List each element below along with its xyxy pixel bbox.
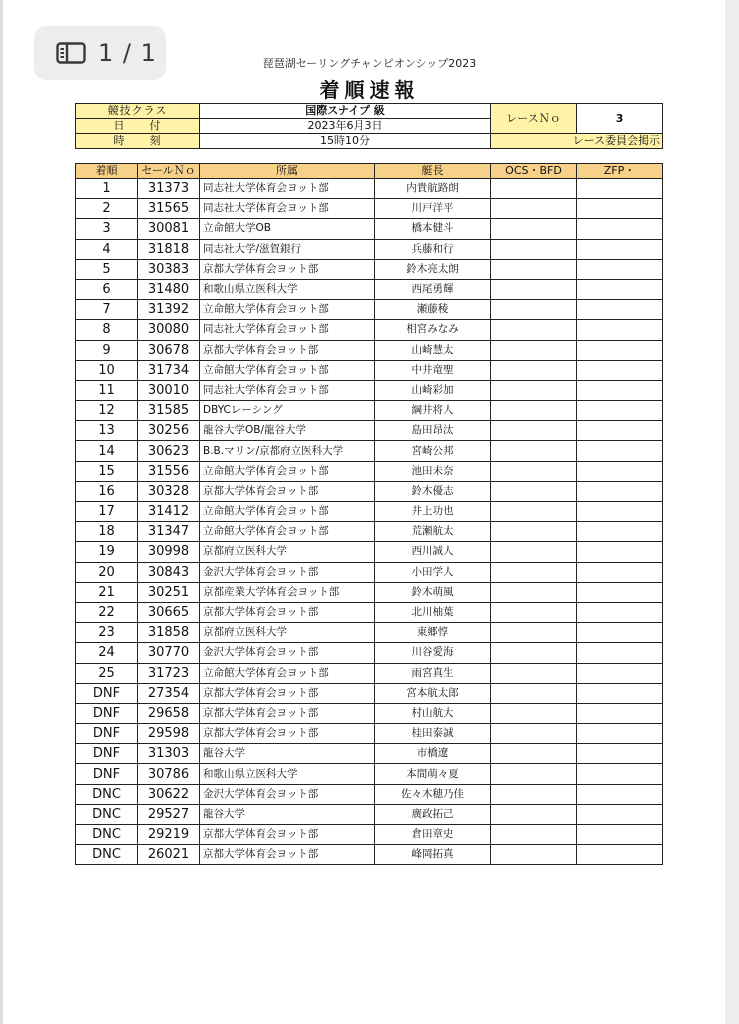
sail-number-cell: 30328 [138,481,200,501]
zfp-cell [577,259,663,279]
skipper-cell: 村山航大 [375,703,491,723]
date-value: 2023年6月3日 [200,119,491,134]
event-name: 琵琶湖セーリングチャンピオンシップ2023 [262,57,477,70]
skipper-cell: 相宮みなみ [375,320,491,340]
skipper-cell: 東郷惇 [375,623,491,643]
club-cell: 立命館大学体育会ヨット部 [200,663,375,683]
right-gutter [725,0,739,1024]
rank-cell: 11 [76,380,138,400]
club-cell: DBYCレーシング [200,401,375,421]
skipper-cell: 廣政拓己 [375,804,491,824]
zfp-cell [577,320,663,340]
zfp-cell [577,825,663,845]
rank-cell: 9 [76,340,138,360]
ocs-bfd-cell [491,784,577,804]
ocs-bfd-cell [491,199,577,219]
ocs-bfd-cell [491,562,577,582]
sail-number-cell: 30623 [138,441,200,461]
zfp-cell [577,441,663,461]
table-row [76,784,663,804]
page-indicator[interactable] [34,26,166,80]
rank-cell: 4 [76,239,138,259]
zfp-cell [577,703,663,723]
rank-cell: DNF [76,724,138,744]
skipper-cell: 川戸洋平 [375,199,491,219]
class-value: 国際スナイプ 級 [200,104,491,119]
club-cell: 京都大学体育会ヨット部 [200,340,375,360]
sail-number-cell: 31818 [138,239,200,259]
club-cell: 京都大学体育会ヨット部 [200,602,375,622]
club-cell: 京都大学体育会ヨット部 [200,825,375,845]
zfp-cell [577,380,663,400]
ocs-bfd-cell [491,804,577,824]
table-row [76,481,663,501]
rank-cell: 7 [76,300,138,320]
zfp-cell [577,643,663,663]
ocs-bfd-cell [491,764,577,784]
club-cell: 同志社大学体育会ヨット部 [200,199,375,219]
ocs-bfd-cell [491,542,577,562]
race-info-table [75,103,663,149]
table-row [76,239,663,259]
col-ocs-bfd: OCS・BFD [491,164,577,179]
skipper-cell: 橋本健斗 [375,219,491,239]
sail-number-cell: 31734 [138,360,200,380]
date-label: 日 付 [76,119,200,134]
rank-cell: 21 [76,582,138,602]
skipper-cell: 小田学人 [375,562,491,582]
table-row [76,380,663,400]
zfp-cell [577,461,663,481]
rank-cell: DNF [76,744,138,764]
ocs-bfd-cell [491,401,577,421]
sail-number-cell: 30383 [138,259,200,279]
rank-cell: 22 [76,602,138,622]
zfp-cell [577,542,663,562]
ocs-bfd-cell [491,825,577,845]
skipper-cell: 西川誠人 [375,542,491,562]
rank-cell: DNF [76,703,138,723]
zfp-cell [577,199,663,219]
sail-number-cell: 31303 [138,744,200,764]
rank-cell: 25 [76,663,138,683]
table-row [76,199,663,219]
table-row [76,502,663,522]
sail-number-cell: 31565 [138,199,200,219]
sail-number-cell: 30622 [138,784,200,804]
ocs-bfd-cell [491,320,577,340]
club-cell: B.B.マリン/京都府立医科大学 [200,441,375,461]
table-row [76,441,663,461]
sail-number-cell: 31723 [138,663,200,683]
ocs-bfd-cell [491,219,577,239]
club-cell: 金沢大学体育会ヨット部 [200,562,375,582]
zfp-cell [577,401,663,421]
table-row [76,724,663,744]
zfp-cell [577,502,663,522]
rank-cell: 15 [76,461,138,481]
sail-number-cell: 31556 [138,461,200,481]
skipper-cell: 鈴木優志 [375,481,491,501]
zfp-cell [577,219,663,239]
ocs-bfd-cell [491,724,577,744]
sail-number-cell: 29527 [138,804,200,824]
results-body [76,179,663,865]
table-row [76,360,663,380]
rank-cell: 5 [76,259,138,279]
rank-cell: DNC [76,804,138,824]
rank-cell: 12 [76,401,138,421]
table-row [76,219,663,239]
table-row [76,744,663,764]
col-sail: セールＮｏ [138,164,200,179]
table-row [76,663,663,683]
zfp-cell [577,724,663,744]
col-club: 所属 [200,164,375,179]
skipper-cell: 荒瀬航太 [375,522,491,542]
club-cell: 同志社大学体育会ヨット部 [200,380,375,400]
rank-cell: 19 [76,542,138,562]
race-number: 3 [577,104,663,134]
sail-number-cell: 31347 [138,522,200,542]
skipper-cell: 池田未奈 [375,461,491,481]
club-cell: 金沢大学体育会ヨット部 [200,784,375,804]
sail-number-cell: 31480 [138,279,200,299]
skipper-cell: 井上功也 [375,502,491,522]
rank-cell: 6 [76,279,138,299]
skipper-cell: 綱井将人 [375,401,491,421]
sail-number-cell: 30256 [138,421,200,441]
table-row [76,542,663,562]
club-cell: 立命館大学体育会ヨット部 [200,522,375,542]
rank-cell: DNC [76,845,138,865]
table-row [76,340,663,360]
skipper-cell: 瀬藤稜 [375,300,491,320]
club-cell: 京都大学体育会ヨット部 [200,703,375,723]
ocs-bfd-cell [491,279,577,299]
ocs-bfd-cell [491,623,577,643]
rank-cell: 18 [76,522,138,542]
ocs-bfd-cell [491,441,577,461]
club-cell: 同志社大学体育会ヨット部 [200,320,375,340]
zfp-cell [577,582,663,602]
ocs-bfd-cell [491,340,577,360]
zfp-cell [577,623,663,643]
ocs-bfd-cell [491,481,577,501]
ocs-bfd-cell [491,300,577,320]
club-cell: 京都大学体育会ヨット部 [200,683,375,703]
zfp-cell [577,360,663,380]
ocs-bfd-cell [491,643,577,663]
club-cell: 京都産業大学体育会ヨット部 [200,582,375,602]
ocs-bfd-cell [491,845,577,865]
sail-number-cell: 30998 [138,542,200,562]
table-row [76,602,663,622]
skipper-cell: 雨宮真生 [375,663,491,683]
sail-number-cell: 26021 [138,845,200,865]
club-cell: 金沢大学体育会ヨット部 [200,643,375,663]
table-row [76,179,663,199]
table-row [76,683,663,703]
zfp-cell [577,481,663,501]
ocs-bfd-cell [491,744,577,764]
zfp-cell [577,562,663,582]
zfp-cell [577,179,663,199]
skipper-cell: 佐々木穂乃佳 [375,784,491,804]
table-row [76,643,663,663]
club-cell: 立命館大学体育会ヨット部 [200,300,375,320]
rank-cell: 10 [76,360,138,380]
sail-number-cell: 30843 [138,562,200,582]
rank-cell: DNF [76,764,138,784]
skipper-cell: 宮本航太郎 [375,683,491,703]
skipper-cell: 倉田章史 [375,825,491,845]
zfp-cell [577,340,663,360]
skipper-cell: 北川柚葉 [375,602,491,622]
club-cell: 龍谷大学OB/龍谷大学 [200,421,375,441]
sail-number-cell: 31585 [138,401,200,421]
ocs-bfd-cell [491,683,577,703]
zfp-cell [577,744,663,764]
sail-number-cell: 31858 [138,623,200,643]
sail-number-cell: 30665 [138,602,200,622]
skipper-cell: 山崎彩加 [375,380,491,400]
club-cell: 京都大学体育会ヨット部 [200,845,375,865]
sail-number-cell: 30010 [138,380,200,400]
ocs-bfd-cell [491,461,577,481]
skipper-cell: 西尾勇輝 [375,279,491,299]
rank-cell: DNF [76,683,138,703]
zfp-cell [577,683,663,703]
skipper-cell: 市橋遼 [375,744,491,764]
table-row [76,845,663,865]
club-cell: 京都大学体育会ヨット部 [200,481,375,501]
table-row [76,623,663,643]
table-row [76,401,663,421]
table-row [76,825,663,845]
sail-number-cell: 27354 [138,683,200,703]
sail-number-cell: 30678 [138,340,200,360]
club-cell: 立命館大学体育会ヨット部 [200,461,375,481]
rank-cell: 14 [76,441,138,461]
ocs-bfd-cell [491,522,577,542]
rank-cell: 17 [76,502,138,522]
club-cell: 龍谷大学 [200,804,375,824]
sail-number-cell: 29658 [138,703,200,723]
table-row [76,259,663,279]
sail-number-cell: 30770 [138,643,200,663]
rank-cell: 8 [76,320,138,340]
zfp-cell [577,764,663,784]
sail-number-cell: 29219 [138,825,200,845]
class-label: 競技クラス [76,104,200,119]
table-row [76,279,663,299]
ocs-bfd-cell [491,421,577,441]
club-cell: 京都府立医科大学 [200,623,375,643]
zfp-cell [577,804,663,824]
skipper-cell: 峰岡拓真 [375,845,491,865]
club-cell: 京都大学体育会ヨット部 [200,724,375,744]
zfp-cell [577,663,663,683]
club-cell: 立命館大学体育会ヨット部 [200,360,375,380]
zfp-cell [577,300,663,320]
ocs-bfd-cell [491,582,577,602]
zfp-cell [577,522,663,542]
table-row [76,764,663,784]
skipper-cell: 鈴木萌風 [375,582,491,602]
skipper-cell: 兵藤和行 [375,239,491,259]
club-cell: 京都府立医科大学 [200,542,375,562]
col-zfp: ZFP・ [577,164,663,179]
rank-cell: 20 [76,562,138,582]
col-skipper: 艇長 [375,164,491,179]
club-cell: 同志社大学体育会ヨット部 [200,179,375,199]
results-table [75,163,663,865]
table-row [76,804,663,824]
zfp-cell [577,279,663,299]
committee-notice: レース委員会掲示 [491,134,663,149]
col-rank: 着順 [76,164,138,179]
table-row [76,562,663,582]
rank-cell: 2 [76,199,138,219]
club-cell: 和歌山県立医科大学 [200,764,375,784]
rank-cell: 13 [76,421,138,441]
zfp-cell [577,784,663,804]
sail-number-cell: 30251 [138,582,200,602]
rank-cell: 1 [76,179,138,199]
ocs-bfd-cell [491,703,577,723]
club-cell: 立命館大学OB [200,219,375,239]
rank-cell: 3 [76,219,138,239]
ocs-bfd-cell [491,360,577,380]
table-row [76,300,663,320]
race-label: レースＮｏ [491,104,577,134]
skipper-cell: 山崎慧太 [375,340,491,360]
club-cell: 京都大学体育会ヨット部 [200,259,375,279]
ocs-bfd-cell [491,502,577,522]
skipper-cell: 川谷愛海 [375,643,491,663]
ocs-bfd-cell [491,239,577,259]
sail-number-cell: 31392 [138,300,200,320]
rank-cell: DNC [76,784,138,804]
zfp-cell [577,421,663,441]
rank-cell: 23 [76,623,138,643]
time-value: 15時10分 [200,134,491,149]
club-cell: 龍谷大学 [200,744,375,764]
sail-number-cell: 31373 [138,179,200,199]
sail-number-cell: 30786 [138,764,200,784]
zfp-cell [577,602,663,622]
skipper-cell: 桂田泰誠 [375,724,491,744]
ocs-bfd-cell [491,259,577,279]
ocs-bfd-cell [491,179,577,199]
table-row [76,703,663,723]
club-cell: 立命館大学体育会ヨット部 [200,502,375,522]
sail-number-cell: 30080 [138,320,200,340]
table-row [76,320,663,340]
table-row [76,522,663,542]
ocs-bfd-cell [491,663,577,683]
skipper-cell: 島田昂汰 [375,421,491,441]
skipper-cell: 内貴航路朗 [375,179,491,199]
sail-number-cell: 30081 [138,219,200,239]
page-counter: 1 / 1 [98,39,157,67]
sail-number-cell: 29598 [138,724,200,744]
table-row [76,461,663,481]
club-cell: 同志社大学/滋賀銀行 [200,239,375,259]
table-row [76,421,663,441]
zfp-cell [577,845,663,865]
skipper-cell: 本間萌々夏 [375,764,491,784]
rank-cell: DNC [76,825,138,845]
ocs-bfd-cell [491,602,577,622]
page-title: 着順速報 [319,78,420,102]
ocs-bfd-cell [491,380,577,400]
zfp-cell [577,239,663,259]
rank-cell: 24 [76,643,138,663]
results-header-row [76,164,663,179]
rank-cell: 16 [76,481,138,501]
table-row [76,582,663,602]
skipper-cell: 宮崎公邦 [375,441,491,461]
time-label: 時 刻 [76,134,200,149]
sail-number-cell: 31412 [138,502,200,522]
club-cell: 和歌山県立医科大学 [200,279,375,299]
skipper-cell: 中井竜聖 [375,360,491,380]
skipper-cell: 鈴木亮太朗 [375,259,491,279]
